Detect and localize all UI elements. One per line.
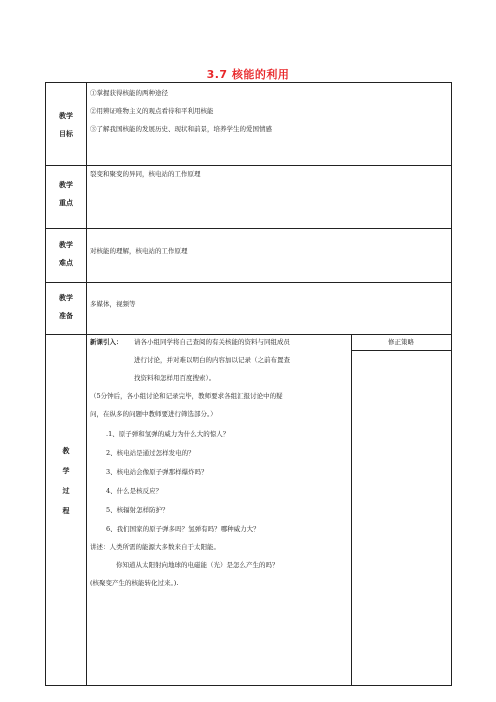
question-sun: 你知道从太阳射向地球的电磁能（光）是怎么产生的吗？ (116, 561, 279, 569)
question-2: 2、核电站是通过怎样发电的？ (106, 449, 195, 457)
objective-item-3: ③了解我国核能的发展历史、现状和前景，培养学生的爱国情感 (90, 125, 272, 133)
preparation-label-line1: 教学 (59, 294, 73, 302)
lecture-text: 讲述：人类所需的能源大多数来自于太阳能。 (90, 543, 220, 551)
key-points-label (46, 179, 86, 209)
label-column-divider (86, 83, 87, 685)
notes-header: 修正策略 (388, 338, 414, 346)
answer-text: (核聚变产生的核能转化过来。). (90, 579, 179, 587)
row-divider (46, 282, 451, 283)
process-label-char: 过 (62, 487, 70, 495)
page-title: 3.7 核能的利用 (206, 68, 290, 81)
process-label-char: 教 (62, 447, 70, 455)
row-divider (46, 334, 451, 335)
notes-column-divider (351, 334, 352, 685)
difficulties-label-line1: 教学 (59, 241, 73, 249)
row-divider (46, 165, 451, 166)
question-4: 4、什么是核反应？ (106, 487, 163, 495)
objective-item-2: ②用辨证唯物主义的观点看待和平利用核能 (90, 107, 214, 115)
instruction-line-2: 问，在纵多的问题中教师要进行筛选部分。） (90, 410, 217, 418)
objectives-label-line2: 目标 (59, 130, 73, 138)
process-label-char: 程 (62, 507, 70, 515)
process-label (46, 441, 86, 521)
lesson-plan-table (45, 82, 452, 686)
intro-line-3: 找资料和怎样用百度搜索）。 (134, 374, 216, 382)
process-label-char: 学 (62, 467, 70, 475)
question-5: 5、核辐射怎样防护？ (106, 506, 169, 514)
key-points-label-line1: 教学 (59, 181, 73, 189)
difficulties-label-line2: 难点 (59, 259, 73, 267)
objectives-label-line1: 教学 (59, 112, 73, 120)
intro-label: 新课引入： (90, 338, 123, 346)
difficulties-text: 对核能的理解，核电站的工作原理 (90, 247, 188, 255)
preparation-label (46, 292, 86, 322)
preparation-label-line2: 准备 (59, 312, 73, 320)
question-3: 3、核电站会像原子弹那样爆炸吗？ (106, 468, 208, 476)
key-points-text: 裂变和聚变的异同，核电站的工作原理 (90, 170, 201, 178)
key-points-label-line2: 重点 (59, 199, 73, 207)
objectives-label (46, 110, 86, 140)
objective-item-1: ①掌握获得核能的两种途径 (90, 89, 168, 97)
question-6: 6、我们国家的原子弹多吗？氢弹有吗？哪种威力大？ (106, 525, 260, 533)
instruction-line-1: （5分钟后，各小组讨论和记录完毕，教师要求各组汇报讨论中的疑 (90, 392, 283, 400)
question-1: .1、原子弹和氢弹的威力为什么大的惊人？ (106, 430, 230, 438)
preparation-text: 多媒体，视频等 (90, 300, 136, 308)
intro-line-2: 进行讨论，并对难以明白的内容加以记录（之前布置查 (134, 356, 290, 364)
row-divider (46, 228, 451, 229)
notes-header-divider (351, 350, 451, 351)
difficulties-label (46, 239, 86, 269)
intro-line-1: 请各小组同学将自己查阅的有关核能的资料与同组成员 (134, 338, 290, 346)
